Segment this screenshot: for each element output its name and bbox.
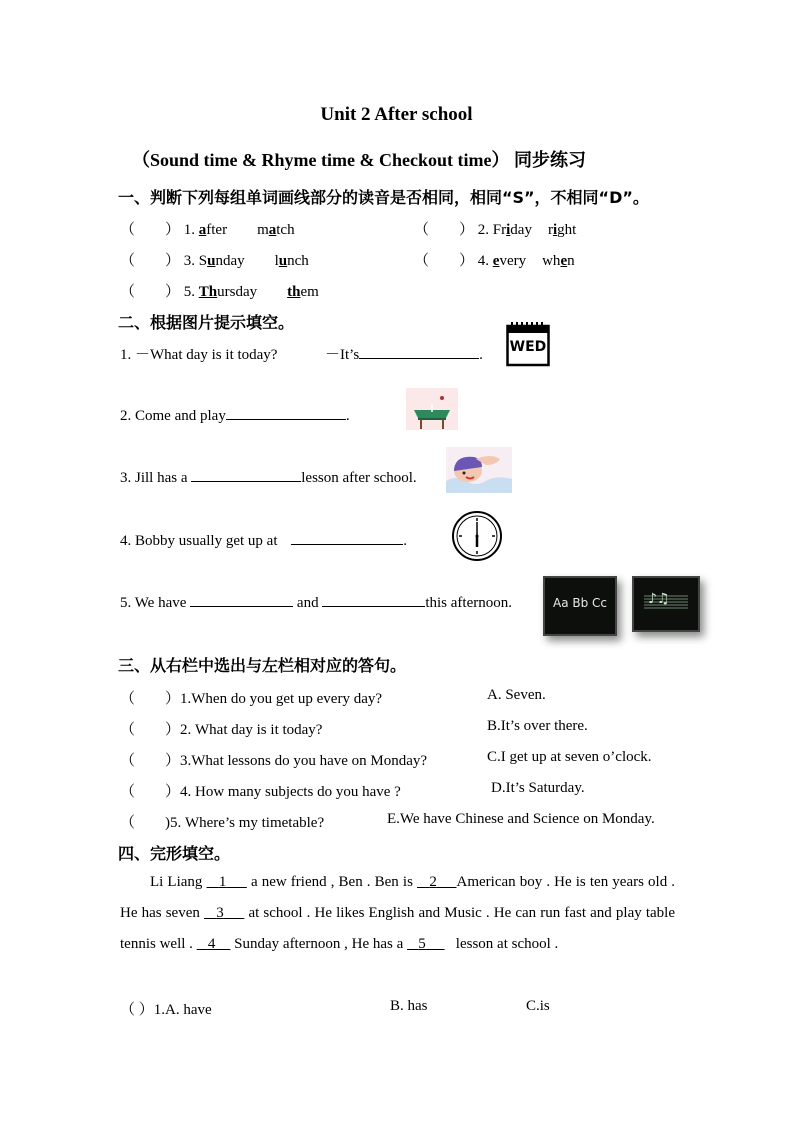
q4-blank[interactable] xyxy=(291,531,403,545)
underlined-letters: e xyxy=(560,253,568,269)
calendar-icon xyxy=(506,321,550,365)
match-answer: A. Seven. xyxy=(487,687,546,703)
q5-text-a: 5. We have xyxy=(120,595,187,611)
swimming-picture xyxy=(446,447,512,493)
answer-parentheses[interactable]: （ ） xyxy=(120,284,181,300)
q1-end: . xyxy=(479,347,483,363)
word-1: Friday xyxy=(492,222,532,238)
match-answer: D.It’s Saturday. xyxy=(491,780,585,796)
cloze-blank-2[interactable]: 2 xyxy=(429,874,437,890)
match-question: （ ）4. How many subjects do you have ? xyxy=(120,784,401,800)
section1-item xyxy=(120,249,309,270)
item-number: 5. xyxy=(183,284,196,300)
clock-icon xyxy=(451,510,503,562)
section1-item xyxy=(120,218,295,239)
q5-text-c: this afternoon. xyxy=(425,595,512,611)
match-answer: E.We have Chinese and Science on Monday. xyxy=(387,811,655,827)
match-question: （ ）3.What lessons do you have on Monday? xyxy=(120,753,428,769)
q3-blank[interactable] xyxy=(191,468,301,482)
item-number: 1. xyxy=(183,222,196,238)
section4-heading: 四、完形填空。 xyxy=(118,844,231,863)
q3-text-a: 3. Jill has a xyxy=(120,470,188,486)
choice-1-b: B. has xyxy=(390,998,428,1014)
underlined-letters: Th xyxy=(198,284,218,300)
cloze-text-6: lesson at school . xyxy=(455,936,559,952)
q5-question xyxy=(120,593,512,612)
word-2: when xyxy=(542,253,575,269)
item-number: 2. xyxy=(477,222,490,238)
page-title: Unit 2 After school xyxy=(320,104,473,125)
underlined-letters: i xyxy=(506,222,511,238)
section1-item xyxy=(414,249,575,270)
q3-text-b: lesson after school. xyxy=(301,470,417,486)
cloze-blank-4[interactable]: 4 xyxy=(207,936,216,952)
underlined-letters: u xyxy=(207,253,216,269)
q4-question xyxy=(120,531,407,550)
answer-parentheses[interactable]: （ ） xyxy=(120,253,181,269)
word-2: them xyxy=(287,284,319,300)
word-1: after xyxy=(198,222,228,238)
match-answer: B.It’s over there. xyxy=(487,718,588,734)
word-1: every xyxy=(492,253,527,269)
underlined-letters: th xyxy=(287,284,301,300)
word-2: right xyxy=(547,222,577,238)
section3-heading: 三、从右栏中选出与左栏相对应的答句。 xyxy=(118,656,407,675)
match-question: （ ）2. What day is it today? xyxy=(120,722,323,738)
page-subtitle: （Sound time & Rhyme time & Checkout time） 同步练习 xyxy=(132,150,586,170)
q3-question xyxy=(120,468,417,487)
item-number: 4. xyxy=(477,253,490,269)
underlined-letters: u xyxy=(278,253,288,269)
section1-heading: 一、判断下列每组单词画线部分的读音是否相同，相同“S”，不相同“D”。 xyxy=(118,188,649,207)
music-blackboard xyxy=(632,576,700,632)
q1-answer-prefix: －It’s xyxy=(325,347,360,363)
choice-1-c: C.is xyxy=(526,998,550,1014)
answer-parentheses[interactable]: （ ） xyxy=(414,222,475,238)
underlined-letters: e xyxy=(492,253,500,269)
match-question: （ )5. Where’s my timetable? xyxy=(120,815,325,831)
q1-blank[interactable] xyxy=(359,345,479,359)
blackboard-text: Aa Bb Cc xyxy=(552,596,608,610)
word-1: Sunday xyxy=(198,253,245,269)
english-blackboard xyxy=(543,576,617,636)
cloze-blank-5[interactable]: 5 xyxy=(418,936,426,952)
choice-1-paren: （ ）1.A. have xyxy=(120,1002,212,1018)
cloze-text-2: a new friend , Ben . Ben is xyxy=(250,874,413,890)
music-note-icon: ♪♫ xyxy=(648,591,670,607)
match-answer: C.I get up at seven o’clock. xyxy=(487,749,652,765)
cloze-paragraph xyxy=(120,867,675,960)
q2-text: 2. Come and play xyxy=(120,408,226,424)
answer-parentheses[interactable]: （ ） xyxy=(414,253,475,269)
q4-end: . xyxy=(403,533,407,549)
q2-question xyxy=(120,406,350,425)
word-1: Thursday xyxy=(198,284,258,300)
q5-blank-2[interactable] xyxy=(322,593,425,607)
section1-item xyxy=(120,280,319,301)
underlined-letters: a xyxy=(198,222,207,238)
q1-question: 1. －What day is it today? xyxy=(120,347,278,363)
q5-blank-1[interactable] xyxy=(190,593,293,607)
underlined-letters: a xyxy=(268,222,277,238)
underlined-letters: i xyxy=(552,222,558,238)
answer-parentheses[interactable]: （ ） xyxy=(120,222,181,238)
cloze-text-1: Li Liang xyxy=(150,874,203,890)
match-question: （ ）1.When do you get up every day? xyxy=(120,691,383,707)
item-number: 3. xyxy=(183,253,196,269)
cloze-blank-3[interactable]: 3 xyxy=(216,905,224,921)
q1-answer xyxy=(325,343,483,364)
q5-text-b: and xyxy=(296,595,319,611)
section1-item xyxy=(414,218,576,239)
cloze-text-4: at school . He likes English and Music . He can run fast and play table tennis well . xyxy=(120,905,675,952)
word-2: lunch xyxy=(274,253,309,269)
q2-blank[interactable] xyxy=(226,406,346,420)
section2-heading: 二、根据图片提示填空。 xyxy=(118,313,295,332)
cloze-text-3: American boy . He is ten years old . He has seven xyxy=(120,874,676,921)
calendar-text: WED xyxy=(509,339,547,355)
word-2: match xyxy=(257,222,295,238)
q2-end: . xyxy=(345,408,350,424)
table-tennis-picture xyxy=(406,388,458,430)
q4-text: 4. Bobby usually get up at xyxy=(120,533,278,549)
cloze-blank-1[interactable]: 1 xyxy=(218,874,227,890)
cloze-text-5: Sunday afternoon , He has a xyxy=(234,936,404,952)
